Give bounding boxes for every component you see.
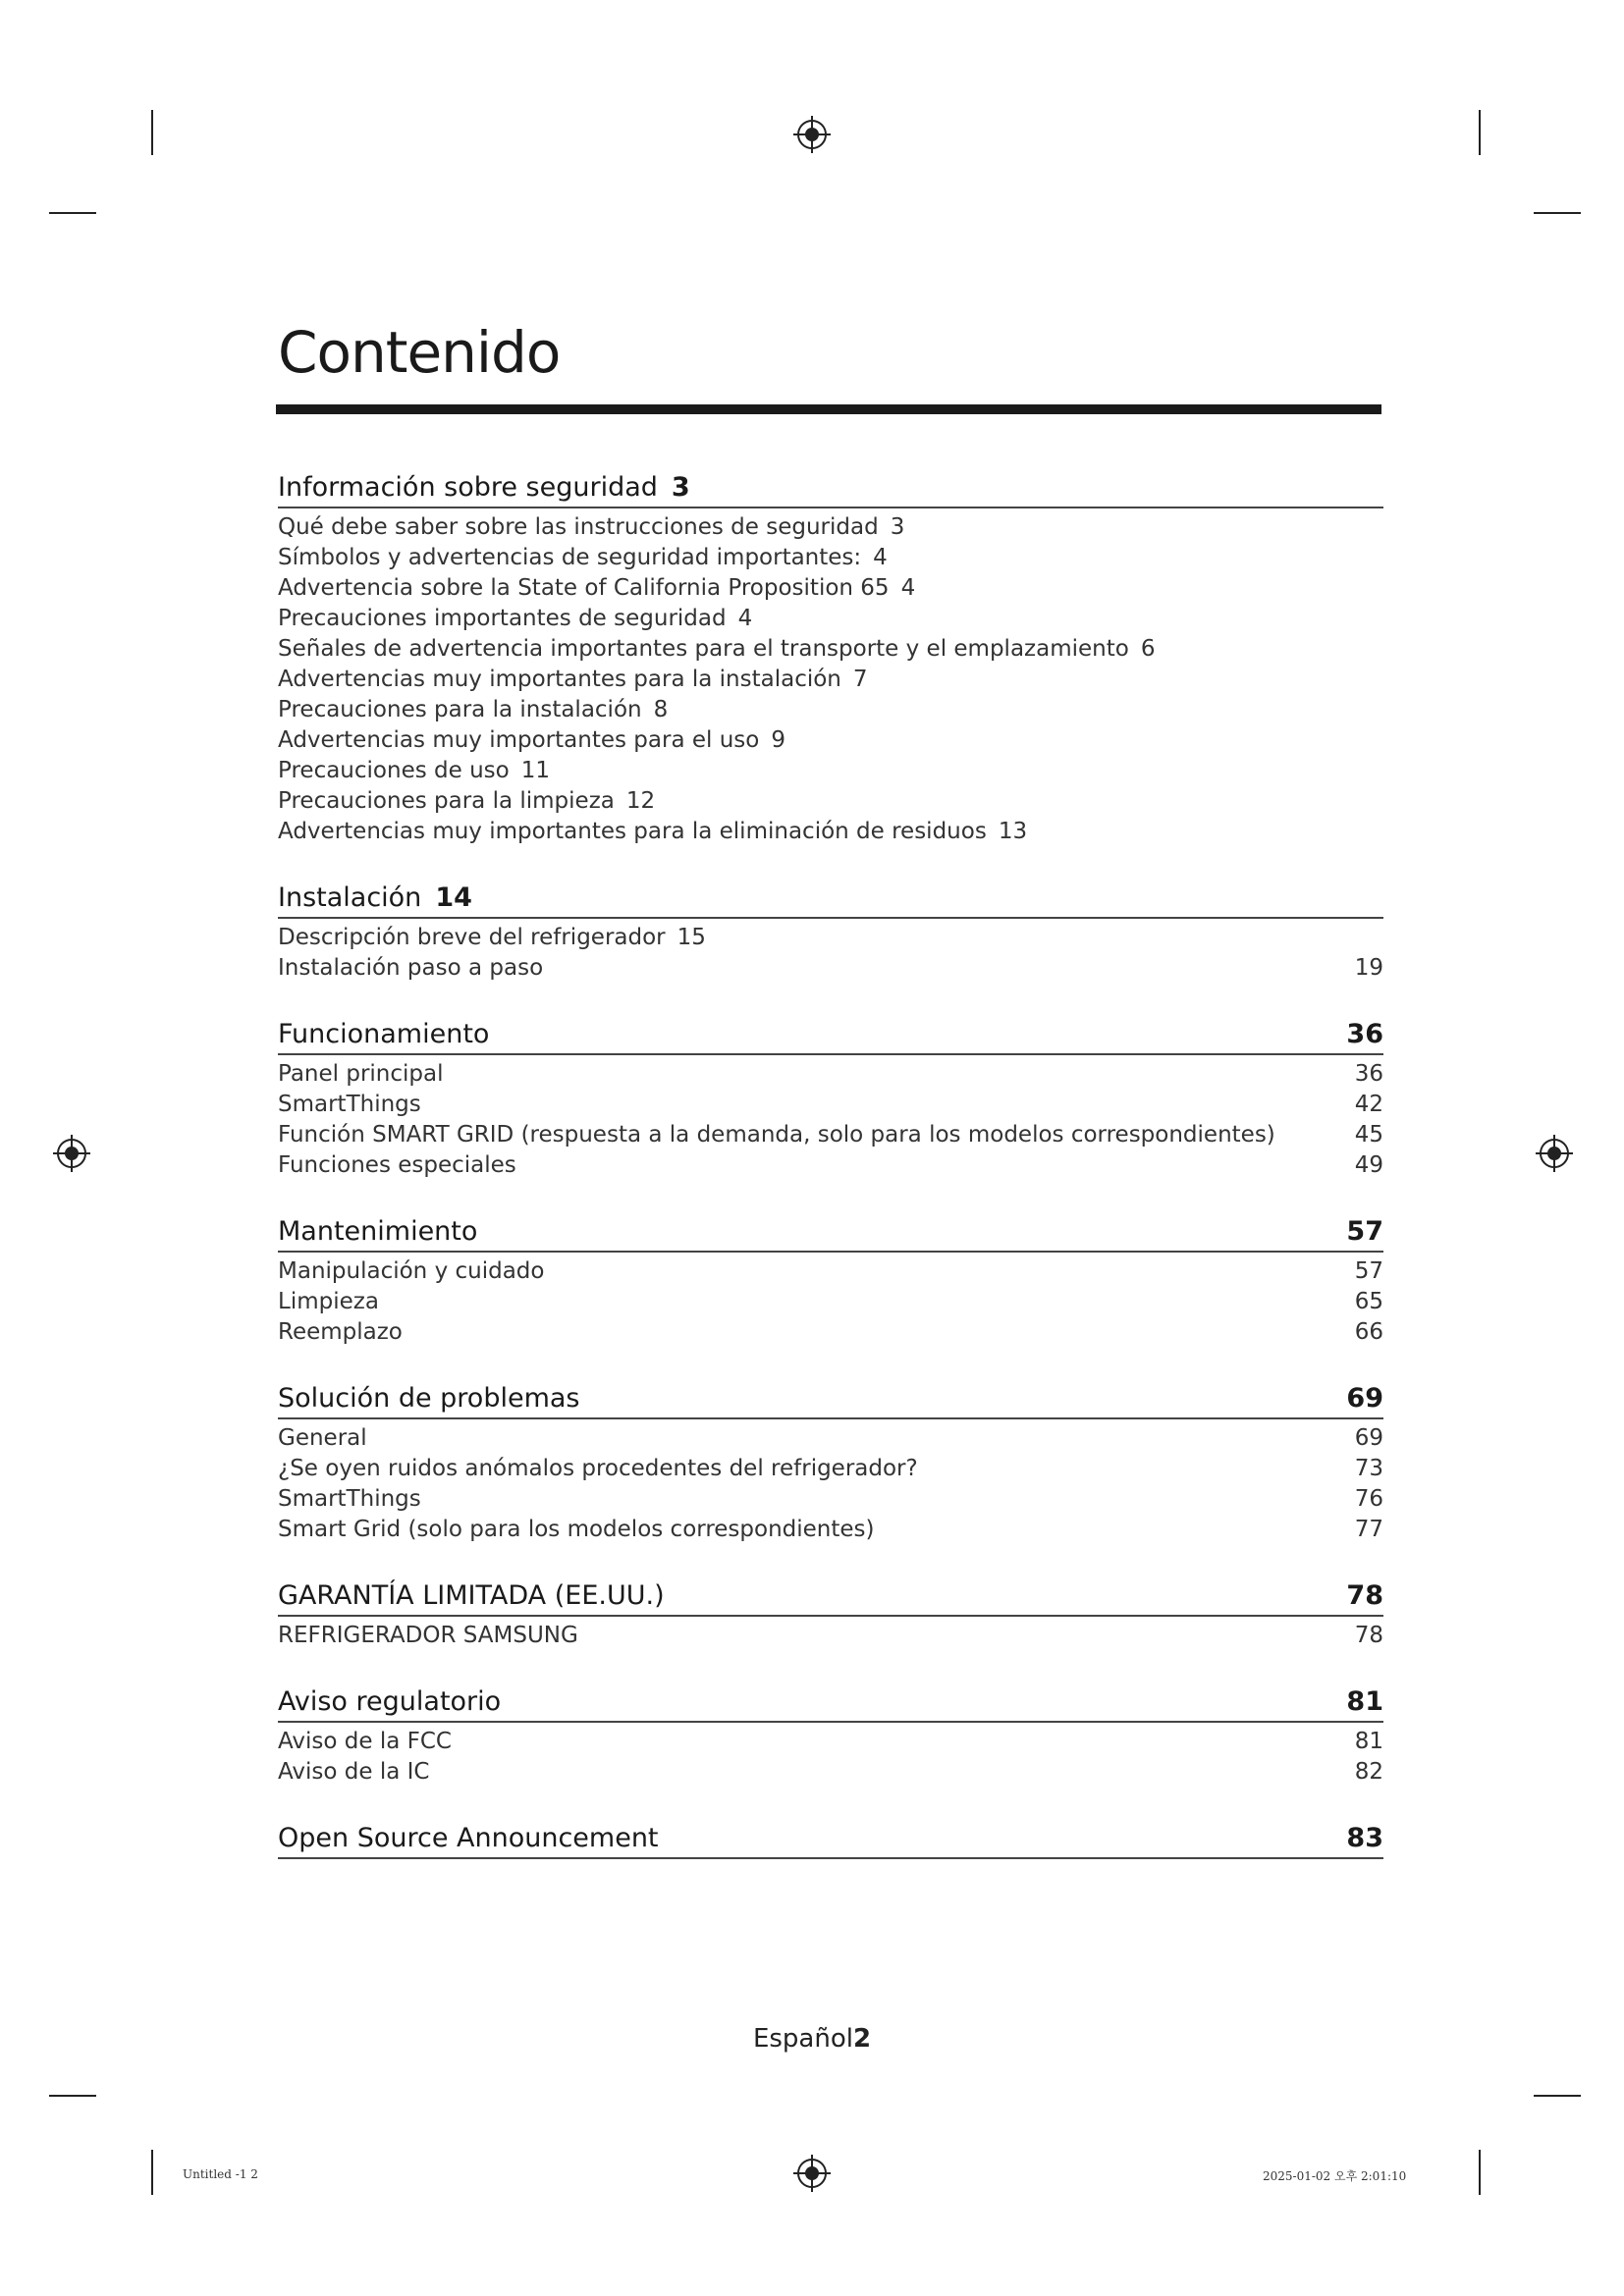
toc-entry-page: 4: [900, 575, 916, 601]
toc-entry-wrap: [278, 1317, 403, 1348]
toc-entry-page: 77: [1354, 1517, 1383, 1542]
toc-entry-page: 82: [1354, 1759, 1383, 1785]
toc-entry-page: 66: [1354, 1319, 1383, 1345]
registration-mark-icon: [1536, 1135, 1573, 1172]
toc-entry[interactable]: [278, 1423, 1383, 1454]
toc-entry-wrap: [278, 923, 706, 953]
toc-entry-page: 49: [1354, 1152, 1383, 1178]
toc-section-page: 14: [435, 882, 472, 913]
toc-section-heading[interactable]: [278, 1577, 1383, 1617]
toc-entry-page: 78: [1354, 1623, 1383, 1648]
toc-entry[interactable]: [278, 1120, 1383, 1150]
toc-entry-label: Manipulación y cuidado: [278, 1258, 545, 1284]
toc-entry-label: SmartThings: [278, 1092, 421, 1117]
toc-entry-wrap: [278, 817, 1027, 847]
toc-entry-wrap: [278, 1059, 444, 1090]
toc-section-heading-wrap: [278, 1683, 501, 1721]
toc-entry-label: Panel principal: [278, 1061, 444, 1087]
toc-entry-wrap: [278, 604, 752, 634]
footer-page-number: 2: [852, 2024, 872, 2054]
toc-entry[interactable]: [278, 1090, 1383, 1120]
crop-mark: [1479, 2150, 1481, 2195]
toc-entry-page: 9: [771, 727, 785, 753]
toc-entry[interactable]: [278, 725, 1383, 756]
toc-section-heading-wrap: [278, 469, 690, 507]
crop-mark: [151, 110, 153, 155]
toc-section: [278, 1380, 1383, 1545]
toc-section-page: 69: [1346, 1383, 1383, 1414]
toc-entry-wrap: [278, 786, 655, 817]
toc-entry-page: 6: [1140, 636, 1156, 662]
toc-entry[interactable]: [278, 756, 1383, 786]
toc-entry[interactable]: [278, 1287, 1383, 1317]
toc-entry-wrap: [278, 1515, 875, 1545]
toc-entry-page: 69: [1354, 1425, 1383, 1451]
page-footer: [0, 2024, 1624, 2054]
toc-entry-label: Qué debe saber sobre las instrucciones de seguridad: [278, 514, 879, 540]
toc-entry[interactable]: [278, 1621, 1383, 1651]
crop-mark: [1534, 212, 1581, 214]
toc-section-heading-wrap: [278, 1213, 477, 1251]
crop-mark: [151, 2150, 153, 2195]
toc-entry-wrap: [278, 1256, 544, 1287]
crop-mark: [1534, 2095, 1581, 2097]
toc-entry-wrap: [278, 1484, 421, 1515]
toc-section-page: 81: [1346, 1686, 1383, 1717]
toc-entry[interactable]: [278, 786, 1383, 817]
toc-entry[interactable]: [278, 923, 1383, 953]
toc-entry-label: Descripción breve del refrigerador: [278, 925, 666, 950]
toc-entry-page: 8: [653, 697, 669, 722]
toc-entry[interactable]: [278, 1727, 1383, 1757]
toc-section-heading[interactable]: [278, 469, 1383, 508]
toc-entry-label: General: [278, 1425, 367, 1451]
toc-entry[interactable]: [278, 1515, 1383, 1545]
toc-entry-page: 15: [677, 925, 706, 950]
toc-section-heading-wrap: [278, 1016, 489, 1053]
toc-entry-page: 73: [1354, 1456, 1383, 1481]
table-of-contents: [278, 469, 1383, 1892]
toc-entry-label: Advertencias muy importantes para la instalación: [278, 667, 841, 692]
toc-section-title: Funcionamiento: [278, 1019, 490, 1049]
toc-entry[interactable]: [278, 512, 1383, 543]
toc-section-title: Solución de problemas: [278, 1383, 580, 1414]
toc-section-heading[interactable]: [278, 880, 1383, 919]
toc-section: [278, 1683, 1383, 1788]
toc-entry[interactable]: [278, 1150, 1383, 1181]
toc-section-heading-wrap: [278, 1577, 665, 1615]
toc-entry-label: Advertencias muy importantes para el uso: [278, 727, 760, 753]
toc-entry-wrap: [278, 756, 550, 786]
toc-entry-label: Advertencias muy importantes para la eliminación de residuos: [278, 819, 987, 844]
toc-entry-wrap: [278, 1150, 516, 1181]
toc-entry[interactable]: [278, 817, 1383, 847]
toc-entry-label: Precauciones de uso: [278, 758, 510, 783]
toc-entry-page: 19: [1354, 955, 1383, 981]
toc-section-title: Información sobre seguridad: [278, 472, 658, 503]
registration-mark-icon: [53, 1135, 90, 1172]
toc-entry[interactable]: [278, 1317, 1383, 1348]
toc-entry-page: 65: [1354, 1289, 1383, 1314]
toc-section-heading[interactable]: [278, 1213, 1383, 1253]
toc-entry-page: 12: [625, 788, 656, 814]
toc-entry-wrap: [278, 1090, 421, 1120]
toc-section: [278, 1577, 1383, 1651]
toc-section: [278, 1016, 1383, 1181]
toc-entry-label: Instalación paso a paso: [278, 955, 544, 981]
toc-entry-wrap: [278, 512, 904, 543]
toc-entry[interactable]: [278, 604, 1383, 634]
toc-entry-label: Funciones especiales: [278, 1152, 516, 1178]
toc-entry-wrap: [278, 695, 668, 725]
toc-entry[interactable]: [278, 695, 1383, 725]
toc-entry-label: Advertencia sobre la State of California Proposition 65: [278, 575, 890, 601]
title-rule: [276, 404, 1381, 414]
toc-entry-wrap: [278, 573, 915, 604]
toc-section-heading-wrap: [278, 1820, 659, 1857]
toc-entry-page: 4: [873, 545, 888, 570]
toc-section-heading[interactable]: [278, 1820, 1383, 1859]
toc-entry-wrap: [278, 953, 543, 984]
toc-section-title: Aviso regulatorio: [278, 1686, 502, 1717]
crop-mark: [1479, 110, 1481, 155]
toc-section-page: 78: [1346, 1580, 1383, 1611]
toc-entry-label: Smart Grid (solo para los modelos correspondientes): [278, 1517, 875, 1542]
toc-entry-wrap: [278, 1287, 379, 1317]
crop-mark: [49, 212, 96, 214]
toc-entry-wrap: [278, 1423, 367, 1454]
registration-mark-icon: [793, 116, 831, 153]
toc-entry-wrap: [278, 1757, 429, 1788]
toc-entry-page: 13: [998, 819, 1028, 844]
toc-entry[interactable]: [278, 1059, 1383, 1090]
print-slug-right: 2025-01-02 오후 2:01:10: [1263, 2169, 1407, 2183]
toc-entry-label: Limpieza: [278, 1289, 379, 1314]
toc-entry-label: Precauciones para la limpieza: [278, 788, 615, 814]
toc-section-heading[interactable]: [278, 1016, 1383, 1055]
toc-entry-wrap: [278, 1454, 918, 1484]
toc-entry[interactable]: [278, 634, 1383, 665]
toc-entry-label: Señales de advertencia importantes para el transporte y el emplazamiento: [278, 636, 1129, 662]
toc-entry[interactable]: [278, 953, 1383, 984]
footer-language: Español: [752, 2024, 853, 2054]
toc-section-title: GARANTÍA LIMITADA (EE.UU.): [278, 1580, 665, 1611]
toc-entry-label: Aviso de la FCC: [278, 1729, 452, 1754]
toc-entry-label: Aviso de la IC: [278, 1759, 430, 1785]
toc-entry-label: REFRIGERADOR SAMSUNG: [278, 1623, 578, 1648]
toc-entry-wrap: [278, 1621, 578, 1651]
print-slug-left: Untitled -1 2: [183, 2167, 258, 2181]
toc-entry-page: 3: [890, 514, 905, 540]
toc-entry[interactable]: [278, 1256, 1383, 1287]
toc-entry-wrap: [278, 725, 785, 756]
toc-entry[interactable]: [278, 1454, 1383, 1484]
toc-entry[interactable]: [278, 1484, 1383, 1515]
toc-section: [278, 469, 1383, 847]
toc-entry[interactable]: [278, 573, 1383, 604]
toc-entry-label: SmartThings: [278, 1486, 421, 1512]
toc-entry-page: 76: [1354, 1486, 1383, 1512]
toc-entry-label: Precauciones para la instalación: [278, 697, 642, 722]
toc-entry-page: 36: [1354, 1061, 1383, 1087]
toc-section-title: Instalación: [278, 882, 422, 913]
toc-entry-label: Símbolos y advertencias de seguridad importantes:: [278, 545, 862, 570]
registration-mark-icon: [793, 2155, 831, 2192]
toc-entry-page: 81: [1354, 1729, 1383, 1754]
page-title: Contenido: [278, 319, 561, 386]
toc-entry-wrap: [278, 634, 1155, 665]
toc-entry[interactable]: [278, 1757, 1383, 1788]
toc-entry-page: 42: [1354, 1092, 1383, 1117]
toc-section-page: 3: [671, 472, 690, 503]
toc-entry-page: 7: [852, 667, 868, 692]
toc-section-heading-wrap: [278, 880, 472, 917]
toc-entry-label: ¿Se oyen ruidos anómalos procedentes del refrigerador?: [278, 1456, 918, 1481]
toc-section-heading[interactable]: [278, 1683, 1383, 1723]
toc-entry-wrap: [278, 665, 868, 695]
toc-entry-wrap: [278, 1120, 1275, 1150]
toc-entry[interactable]: [278, 665, 1383, 695]
toc-section-title: Mantenimiento: [278, 1216, 478, 1247]
toc-entry-page: 4: [737, 606, 753, 631]
crop-mark: [49, 2095, 96, 2097]
toc-entry-page: 45: [1354, 1122, 1383, 1148]
toc-entry[interactable]: [278, 543, 1383, 573]
toc-entry-label: Reemplazo: [278, 1319, 403, 1345]
toc-section-title: Open Source Announcement: [278, 1823, 659, 1853]
toc-section: [278, 880, 1383, 984]
toc-section: [278, 1820, 1383, 1859]
toc-section-page: 83: [1346, 1823, 1383, 1853]
toc-section-heading-wrap: [278, 1380, 580, 1417]
toc-entry-label: Precauciones importantes de seguridad: [278, 606, 727, 631]
toc-entry-label: Función SMART GRID (respuesta a la demanda, solo para los modelos correspondientes): [278, 1122, 1275, 1148]
toc-entry-page: 11: [520, 758, 550, 783]
toc-entry-wrap: [278, 543, 888, 573]
toc-entry-page: 57: [1354, 1258, 1383, 1284]
toc-entry-wrap: [278, 1727, 452, 1757]
toc-section-page: 57: [1346, 1216, 1383, 1247]
toc-section-page: 36: [1346, 1019, 1383, 1049]
toc-section-heading[interactable]: [278, 1380, 1383, 1419]
toc-section: [278, 1213, 1383, 1348]
